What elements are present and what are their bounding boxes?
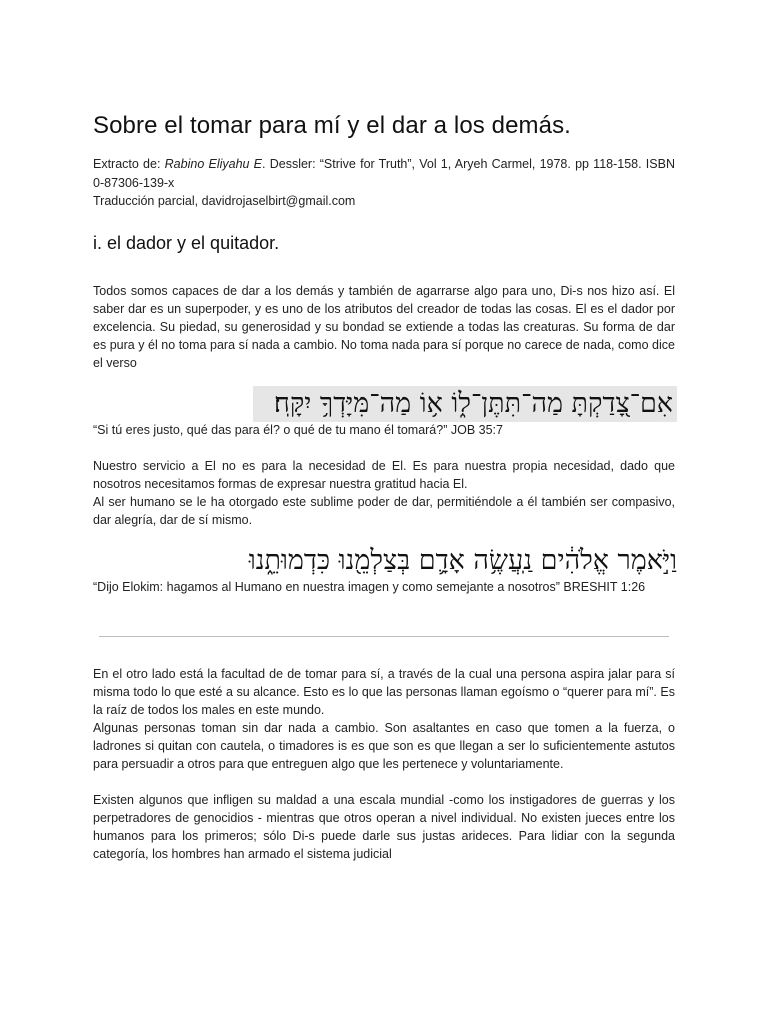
document-title: Sobre el tomar para mí y el dar a los demás. [93, 112, 571, 139]
paragraph-5: Algunas personas toman sin dar nada a cambio. Son asaltantes en caso que tomen a la fuerza, o ladrones si quitan con cautela, o timadores is es que son es que llegan a ser lo suficientemente astutos para persuadir a otros para que entreguen algo que les pertenece y voluntariamente. [93, 720, 675, 771]
citation-details: . Dessler: “Strive for Truth”, Vol 1, Aryeh Carmel, 1978. pp 118-158. ISBN 0-87306-139-x [93, 157, 675, 190]
citation [93, 155, 675, 192]
paragraph-3: Al ser humano se le ha otorgado este sublime poder de dar, permitiéndole a él también ser compasivo, dar alegría, dar de sí mismo. [93, 494, 675, 527]
section-heading: i. el dador y el quitador. [93, 232, 280, 253]
paragraph-6: Existen algunos que infligen su maldad a una escala mundial -como los instigadores de guerras y los perpetradores de genocidios - mientras que otros operan a nivel individual. No existen jueces entre los humanos para los primeros; sólo Di-s puede darle sus justas arideces. Para lidiar con la segunda categoría, los hombres han armado el sistema judicial [93, 792, 675, 861]
quote-job: “Si tú eres justo, qué das para él? o qué de tu mano él tomará?” JOB 35:7 [93, 422, 503, 437]
quote-breshit: “Dijo Elokim: hagamos al Humano en nuestra imagen y como semejante a nosotros” BRESHIT 1:26 [93, 579, 646, 594]
hebrew-verse-job: אִם־צָ֭דַקְתָּ מַה־תִּתֶּן־ל֑וֹ א֥וֹ מַה־מִּיָּדְךָ֥ יִקָּֽח׃ [253, 386, 677, 422]
citation-prefix: Extracto de: [93, 157, 165, 171]
horizontal-divider [99, 636, 669, 637]
translation-credit: Traducción parcial, davidrojaselbirt@gmail.com [93, 194, 356, 208]
paragraph-4: En el otro lado está la facultad de de tomar para sí, a través de la cual una persona aspira jalar para sí misma todo lo que esté a su alcance. Esto es lo que las personas llaman egoísmo o “querer para mí”. Es la raíz de todos los males en este mundo. [93, 666, 675, 717]
paragraph-2: Nuestro servicio a El no es para la necesidad de El. Es para nuestra propia necesidad, dado que nosotros necesitamos formas de expresar nuestra gratitud hacia El. [93, 458, 675, 491]
paragraph-1: Todos somos capaces de dar a los demás y también de agarrarse algo para uno, Di-s nos hizo así. El saber dar es un superpoder, y es uno de los atributos del creador de todas las cosas. El es el dador por excelencia. Su piedad, su generosidad y su bondad se extiende a todas las creaturas. Su forma de dar es pura y él no toma para sí nada a cambio. No toma nada para sí porque no carece de nada, como dice el verso [93, 283, 675, 370]
citation-author: Rabino Eliyahu E [164, 157, 263, 171]
hebrew-verse-breshit: וַיֹּ֣אמֶר אֱלֹהִ֔ים נַֽעֲשֶׂ֥ה אָדָ֛ם בְּצַלְמֵ֖נוּ כִּדְמוּתֵ֑נוּ [248, 544, 677, 576]
